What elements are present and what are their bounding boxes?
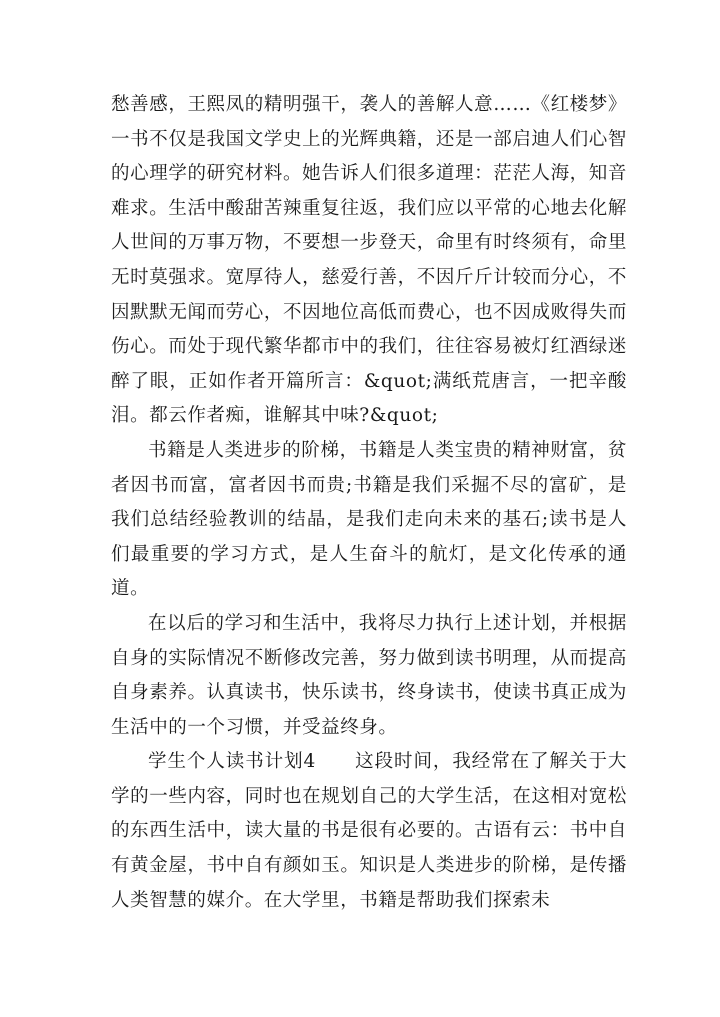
document-body <box>111 88 627 918</box>
paragraph-future-plan: 在以后的学习和生活中，我将尽力执行上述计划，并根据自身的实际情况不断修改完善，努力做到读书明理，从而提高自身素养。认真读书，快乐读书，终身读书，使读书真正成为生活中的一个习惯，并受益终身。 <box>111 612 627 738</box>
paragraph-continuation: 愁善感，王熙凤的精明强干，袭人的善解人意……《红楼梦》一书不仅是我国文学史上的光辉典籍，还是一部启迪人们心智的心理学的研究材料。她告诉人们很多道理：茫茫人海，知音难求。生活中酸甜苦辣重复往返，我们应以平常的心地去化解人世间的万事万物，不要想一步登天，命里有时终须有，命里无时莫强求。宽厚待人，慈爱行善，不因斤斤计较而分心，不因默默无闻而劳心，不因地位高低而费心，也不因成败得失而伤心。而处于现代繁华都市中的我们，往往容易被灯红酒绿迷醉了眼，正如作者开篇所言：&quot;满纸荒唐言，一把辛酸泪。都云作者痴，谁解其中味?&quot; <box>111 94 627 427</box>
paragraph-books-ladder: 书籍是人类进步的阶梯，书籍是人类宝贵的精神财富，贫者因书而富，富者因书而贵;书籍是我们采掘不尽的富矿，是我们总结经验教训的结晶，是我们走向未来的基石;读书是人们最重要的学习方式，是人生奋斗的航灯，是文化传承的通道。 <box>111 439 627 600</box>
paragraph-reading-plan-4: 学生个人读书计划4 这段时间，我经常在了解关于大学的一些内容，同时也在规划自己的大学生活，在这相对宽松的东西生活中，读大量的书是很有必要的。古语有云：书中自有黄金屋，书中自有颜如玉。知识是人类进步的阶梯，是传播人类智慧的媒介。在大学里，书籍是帮助我们探索未 <box>111 751 627 911</box>
